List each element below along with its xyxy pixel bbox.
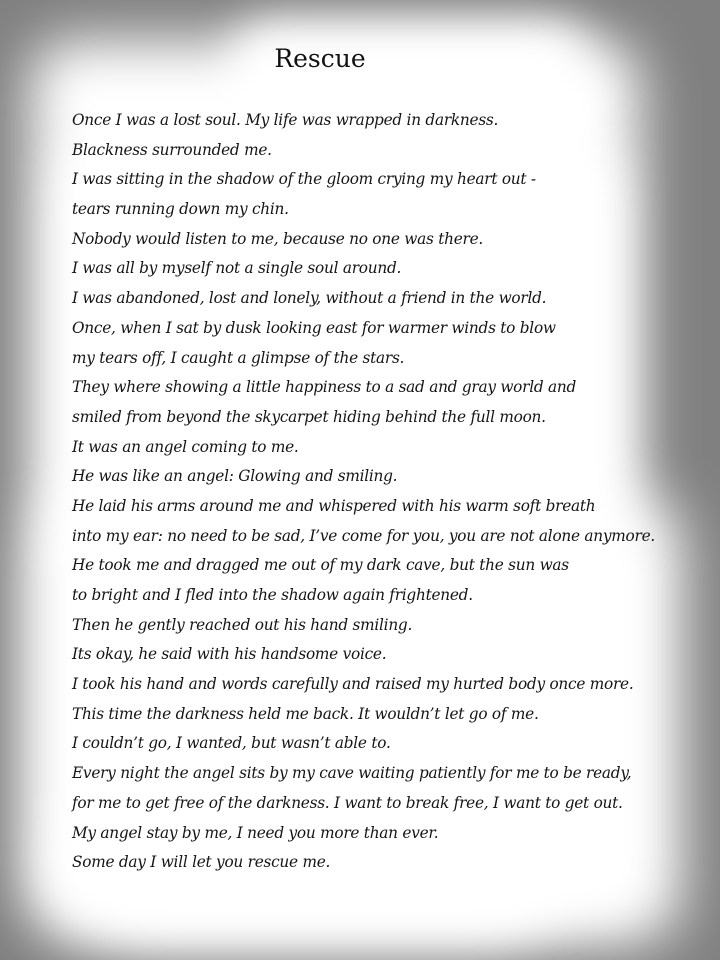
poem-line: This time the darkness held me back. It wouldn’t let go of me.: [72, 704, 539, 723]
poem-line: I was sitting in the shadow of the gloom crying my heart out -: [72, 170, 536, 189]
poem-line: He took me and dragged me out of my dark cave, but the sun was: [72, 556, 569, 575]
poem-line: smiled from beyond the skycarpet hiding behind the full moon.: [72, 407, 546, 426]
poem-line: Its okay, he said with his handsome voice.: [72, 645, 387, 664]
poem-line: Then he gently reached out his hand smiling.: [72, 615, 413, 634]
poem-line: Some day I will let you rescue me.: [72, 853, 331, 872]
poem-line: tears running down my chin.: [72, 200, 289, 219]
poem-line: They where showing a little happiness to a sad and gray world and: [72, 378, 577, 397]
poem-line: to bright and I fled into the shadow again frightened.: [72, 586, 473, 604]
poem-line: my tears off, I caught a glimpse of the stars.: [72, 348, 405, 367]
poem-title: Rescue: [274, 44, 366, 73]
poem-line: Every night the angel sits by my cave waiting patiently for me to be ready,: [72, 764, 632, 783]
poem-body: [72, 106, 712, 878]
poem-line: I couldn’t go, I wanted, but wasn’t able to.: [72, 734, 391, 753]
poem-line: Once I was a lost soul. My life was wrapped in darkness.: [72, 111, 499, 129]
poem-line: into my ear: no need to be sad, I’ve come for you, you are not alone anymore.: [72, 526, 656, 545]
poem-line: I took his hand and words carefully and raised my hurted body once more.: [72, 675, 634, 694]
poem-line: My angel stay by me, I need you more than ever.: [72, 823, 439, 842]
poem-line: I was all by myself not a single soul around.: [72, 259, 402, 278]
poem-line: Nobody would listen to me, because no one was there.: [72, 229, 484, 248]
poem-line: He laid his arms around me and whispered with his warm soft breath: [72, 496, 596, 515]
poem-line: Once, when I sat by dusk looking east for warmer winds to blow: [72, 318, 556, 337]
poem-line: Blackness surrounded me.: [72, 140, 272, 159]
poem-line: It was an angel coming to me.: [72, 437, 299, 456]
poem-line: for me to get free of the darkness. I want to break free, I want to get out.: [72, 793, 623, 812]
poem-line: He was like an angel: Glowing and smiling.: [72, 467, 398, 486]
poem-line: I was abandoned, lost and lonely, without a friend in the world.: [72, 289, 547, 308]
